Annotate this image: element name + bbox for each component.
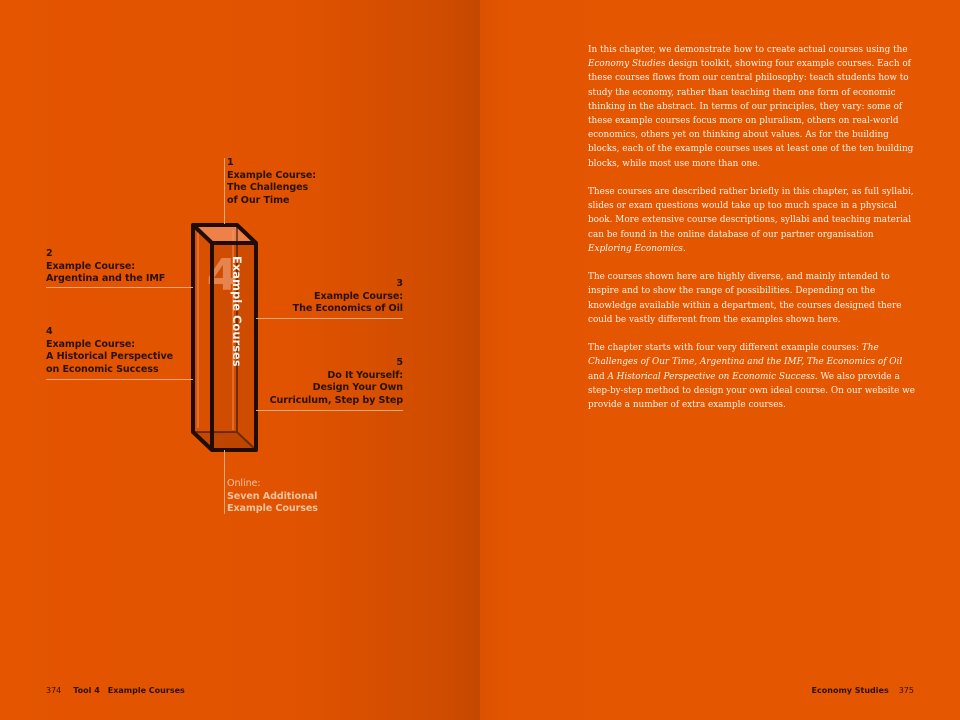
body-paragraph: [588, 341, 918, 412]
box-title: Example Courses: [230, 256, 244, 367]
chapter-intro-text: [588, 43, 918, 426]
item-line: Example Course:: [46, 338, 135, 350]
item-line: The Economics of Oil: [292, 303, 403, 314]
item-number: 2: [46, 248, 53, 259]
online-line: Seven Additional: [227, 490, 318, 502]
example-course-4: [46, 326, 173, 376]
italic-run: Economy Studies: [588, 59, 666, 70]
item-line: Design Your Own: [312, 382, 403, 393]
item-line: The Challenges: [227, 182, 309, 193]
item-line: Example Course:: [227, 169, 316, 181]
body-paragraph: [588, 270, 918, 327]
connector-5: [256, 410, 403, 411]
text-run: In this chapter, we demonstrate how to create actual courses using the: [588, 45, 908, 55]
example-course-1: [227, 157, 316, 207]
footer-book-title: Economy Studies: [811, 686, 889, 695]
item-line: A Historical Perspective: [46, 351, 174, 362]
left-footer: [46, 686, 185, 695]
page-number-left: 374: [46, 686, 62, 695]
right-footer: [812, 686, 914, 695]
italic-run: Exploring Economics: [588, 243, 683, 254]
text-run: . We also provide a step-by-step method to design your own ideal course. On our website we provide a number of extra example courses.: [588, 371, 915, 411]
example-course-2: [46, 248, 165, 286]
item-line: Do It Yourself:: [327, 369, 403, 381]
connector-online: [224, 450, 225, 514]
online-examples: [227, 478, 318, 516]
body-paragraph: [588, 43, 918, 171]
text-run: The courses shown here are highly diverse, and mainly intended to inspire and to show the range of possibilities. Depending on the knowledge available within a department, the courses designed there could be vastly different from the examples shown here.: [588, 272, 902, 325]
item-number: 1: [227, 157, 234, 168]
item-line: Example Course:: [314, 290, 403, 302]
text-run: The chapter starts with four very different example courses:: [588, 343, 862, 354]
body-paragraph: [588, 185, 918, 256]
example-course-3: [263, 278, 403, 316]
text-run: design toolkit, showing four example courses. Each of these courses flows from our central philosophy: teach students how to study the economy, rather than teaching them one form of economic thinking in the abstract. In terms of our principles, they vary: some of these example courses focus more on pluralism, others on real-world economics, others yet on thinking about values. As for the building blocks, each of the example courses uses at least one of the ten building blocks, while most use more than one.: [588, 59, 914, 169]
text-run: .: [682, 243, 686, 254]
connector-3: [256, 318, 403, 319]
footer-section: Example Courses: [107, 686, 185, 695]
connector-4: [46, 379, 193, 380]
footer-tool: Tool 4: [73, 686, 100, 695]
text-run: These courses are described rather briefly in this chapter, as full syllabi, slides or exam questions would take up too much space in a physical book. More extensive course descriptions, syllabi and teaching material can be found in the online database of our partner organisation: [588, 187, 914, 240]
box-number: 4: [206, 250, 238, 301]
online-line: Example Courses: [227, 503, 318, 514]
italic-run: The Challenges of Our Time, Argentina and the IMF, The Economics of Oil: [588, 343, 903, 368]
page-number-right: 375: [898, 686, 914, 695]
item-number: 4: [46, 326, 53, 337]
item-number: 5: [396, 357, 403, 368]
italic-run: A Historical Perspective on Economic Success: [607, 371, 815, 382]
text-run: and: [588, 371, 608, 382]
item-line: of Our Time: [227, 194, 290, 206]
item-line: on Economic Success: [46, 363, 159, 375]
example-course-5: [263, 357, 403, 407]
connector-2: [46, 287, 193, 288]
item-number: 3: [396, 278, 403, 289]
connector-1: [224, 158, 225, 224]
item-line: Argentina and the IMF: [46, 273, 166, 284]
item-line: Curriculum, Step by Step: [269, 394, 403, 406]
online-label: Online:: [227, 478, 261, 489]
item-line: Example Course:: [46, 260, 135, 272]
